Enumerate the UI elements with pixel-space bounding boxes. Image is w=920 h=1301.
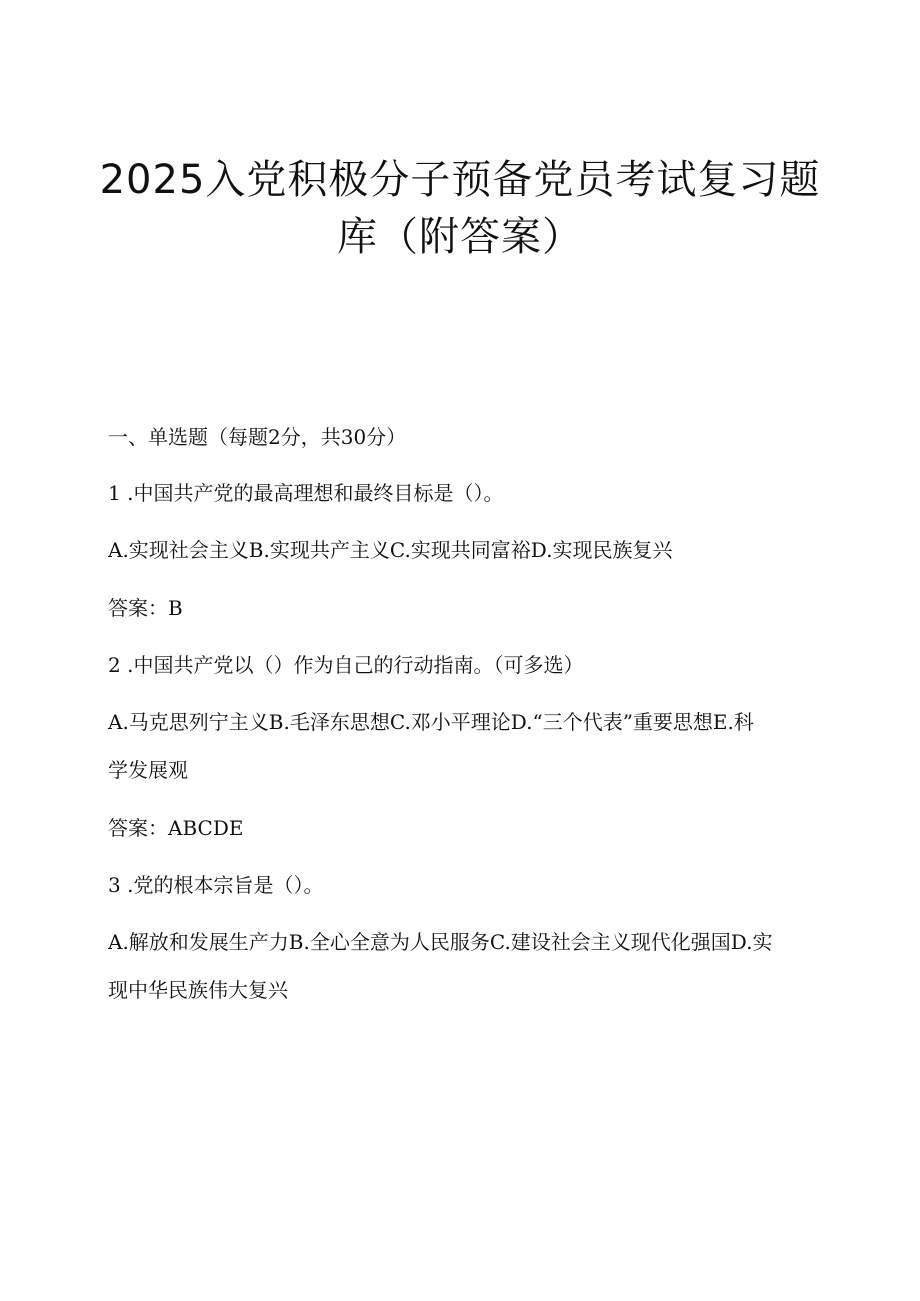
question-2-options-line-1: A.马克思列宁主义B.毛泽东思想C.邓小平理论D.“三个代表”重要思想E.科 [108, 710, 754, 734]
question-2-stem: 2 .中国共产党以（）作为自己的行动指南。（可多选） [108, 653, 584, 677]
document-title-line-1: 2025入党积极分子预备党员考试复习题 [99, 157, 821, 203]
question-1-stem: 1 .中国共产党的最高理想和最终目标是（）。 [108, 481, 504, 505]
question-1-answer: 答案：B [108, 596, 183, 620]
question-2-answer: 答案：ABCDE [108, 816, 244, 840]
section-heading: 一、单选题（每题2分，共30分） [108, 425, 407, 449]
question-3-options-line-2: 现中华民族伟大复兴 [108, 978, 288, 1002]
question-2-options-line-2: 学发展观 [108, 758, 188, 782]
document-title-line-2: 库（附答案） [337, 214, 583, 260]
question-3-stem: 3 .党的根本宗旨是（）。 [108, 873, 324, 897]
question-3-options-line-1: A.解放和发展生产力B.全心全意为人民服务C.建设社会主义现代化强国D.实 [108, 930, 773, 954]
question-1-options: A.实现社会主义B.实现共产主义C.实现共同富裕D.实现民族复兴 [108, 538, 673, 562]
